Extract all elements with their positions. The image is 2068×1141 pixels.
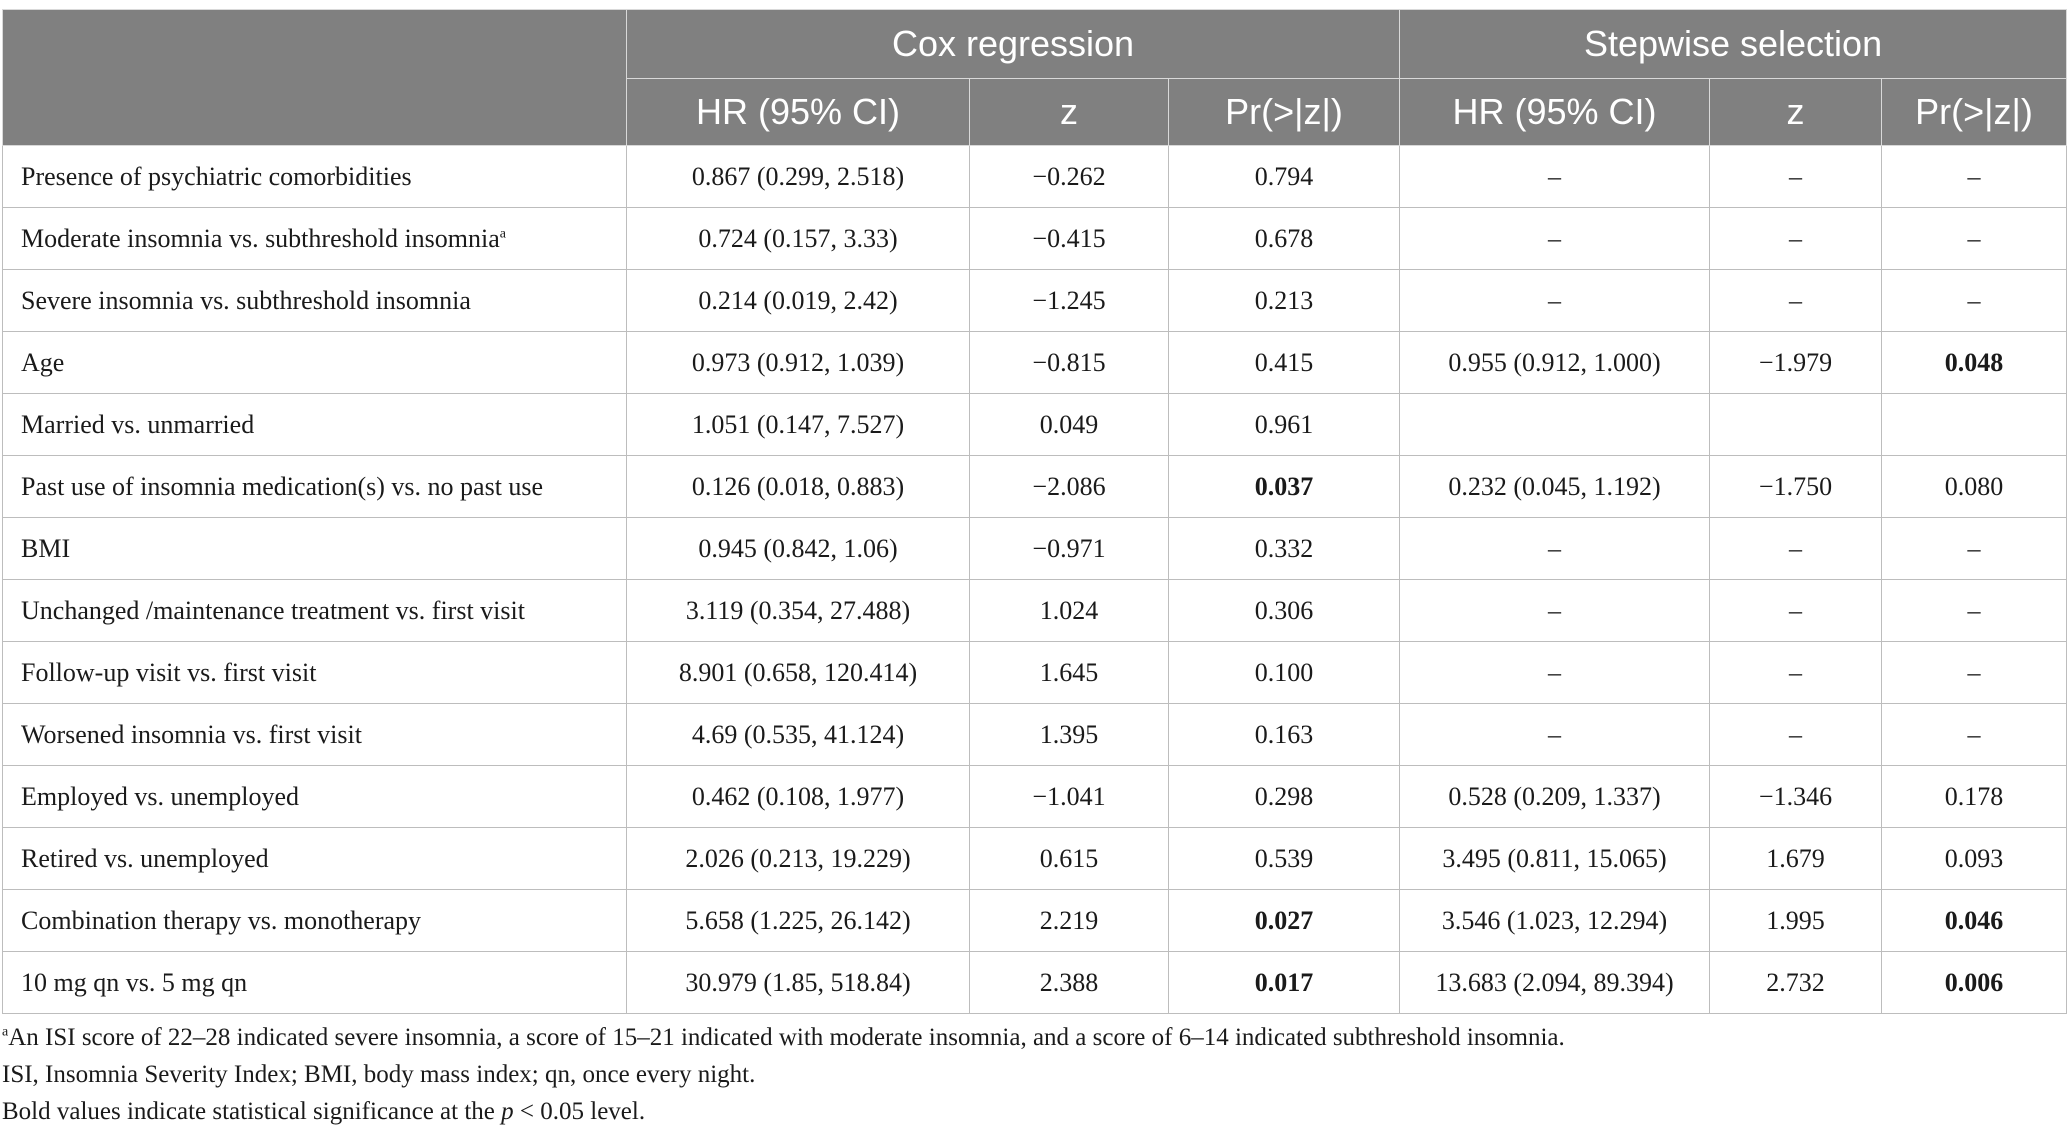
cell-cox-hr: 30.979 (1.85, 518.84) bbox=[627, 952, 970, 1014]
cell-step-z: 1.995 bbox=[1710, 890, 1882, 952]
table-row bbox=[3, 270, 2067, 332]
cell-cox-hr: 5.658 (1.225, 26.142) bbox=[627, 890, 970, 952]
cell-cox-hr: 4.69 (0.535, 41.124) bbox=[627, 704, 970, 766]
cell-cox-p: 0.332 bbox=[1169, 518, 1400, 580]
cell-cox-p: 0.539 bbox=[1169, 828, 1400, 890]
cell-step-p: – bbox=[1882, 580, 2067, 642]
cell-cox-hr: 0.973 (0.912, 1.039) bbox=[627, 332, 970, 394]
cell-step-hr: – bbox=[1400, 518, 1710, 580]
row-label bbox=[3, 270, 627, 332]
row-label bbox=[3, 642, 627, 704]
cell-step-p: – bbox=[1882, 270, 2067, 332]
row-label-text: Severe insomnia vs. subthreshold insomnia bbox=[21, 285, 471, 315]
row-label-text: BMI bbox=[21, 533, 71, 563]
cell-cox-p: 0.678 bbox=[1169, 208, 1400, 270]
cell-cox-z: −0.815 bbox=[970, 332, 1169, 394]
row-label-text: Follow-up visit vs. first visit bbox=[21, 657, 317, 687]
row-label bbox=[3, 766, 627, 828]
footnote-bold bbox=[2, 1093, 2062, 1130]
header-step-hr: HR (95% CI) bbox=[1400, 79, 1710, 146]
cell-cox-z: −0.415 bbox=[970, 208, 1169, 270]
footnote-a-marker: a bbox=[2, 1024, 9, 1040]
cell-cox-z: −1.041 bbox=[970, 766, 1169, 828]
cell-cox-hr: 0.724 (0.157, 3.33) bbox=[627, 208, 970, 270]
table-row bbox=[3, 518, 2067, 580]
cell-cox-p: 0.415 bbox=[1169, 332, 1400, 394]
row-label-text: Employed vs. unemployed bbox=[21, 781, 300, 811]
cell-step-hr: 0.528 (0.209, 1.337) bbox=[1400, 766, 1710, 828]
cell-step-z: – bbox=[1710, 580, 1882, 642]
table-body bbox=[3, 146, 2067, 1014]
row-label-text: Moderate insomnia vs. subthreshold insomnia bbox=[21, 223, 500, 253]
cell-cox-z: 1.645 bbox=[970, 642, 1169, 704]
cell-cox-p: 0.037 bbox=[1169, 456, 1400, 518]
table-row bbox=[3, 828, 2067, 890]
table-row bbox=[3, 642, 2067, 704]
cell-step-z: – bbox=[1710, 642, 1882, 704]
cell-cox-hr: 0.126 (0.018, 0.883) bbox=[627, 456, 970, 518]
row-label-text: 10 mg qn vs. 5 mg qn bbox=[21, 967, 248, 997]
cell-step-z: 1.679 bbox=[1710, 828, 1882, 890]
row-label-text: Combination therapy vs. monotherapy bbox=[21, 905, 422, 935]
header-cox-z: z bbox=[970, 79, 1169, 146]
cell-step-z: – bbox=[1710, 704, 1882, 766]
table-row bbox=[3, 766, 2067, 828]
cell-cox-hr: 2.026 (0.213, 19.229) bbox=[627, 828, 970, 890]
row-label bbox=[3, 332, 627, 394]
cell-cox-z: 0.049 bbox=[970, 394, 1169, 456]
table-row bbox=[3, 704, 2067, 766]
table-row bbox=[3, 890, 2067, 952]
cell-step-z: 2.732 bbox=[1710, 952, 1882, 1014]
cell-step-p: 0.178 bbox=[1882, 766, 2067, 828]
cell-step-hr: – bbox=[1400, 208, 1710, 270]
cell-step-hr bbox=[1400, 394, 1710, 456]
cell-cox-p: 0.100 bbox=[1169, 642, 1400, 704]
cell-cox-hr: 3.119 (0.354, 27.488) bbox=[627, 580, 970, 642]
row-label bbox=[3, 580, 627, 642]
results-table bbox=[2, 9, 2067, 1014]
cell-cox-p: 0.213 bbox=[1169, 270, 1400, 332]
cell-step-hr: – bbox=[1400, 642, 1710, 704]
cell-step-p: – bbox=[1882, 704, 2067, 766]
cell-cox-hr: 0.867 (0.299, 2.518) bbox=[627, 146, 970, 208]
header-step-p: Pr(>|z|) bbox=[1882, 79, 2067, 146]
cell-step-p: 0.080 bbox=[1882, 456, 2067, 518]
footnote-bold-suffix: < 0.05 level. bbox=[513, 1098, 646, 1125]
cell-cox-z: −0.262 bbox=[970, 146, 1169, 208]
cell-cox-p: 0.298 bbox=[1169, 766, 1400, 828]
footnote-abbreviations: ISI, Insomnia Severity Index; BMI, body mass index; qn, once every night. bbox=[2, 1061, 756, 1088]
cell-cox-z: 1.395 bbox=[970, 704, 1169, 766]
cell-step-p: 0.048 bbox=[1882, 332, 2067, 394]
cell-step-z bbox=[1710, 394, 1882, 456]
cell-step-p: – bbox=[1882, 642, 2067, 704]
cell-step-z: – bbox=[1710, 146, 1882, 208]
row-label bbox=[3, 952, 627, 1014]
cell-cox-z: −0.971 bbox=[970, 518, 1169, 580]
cell-step-hr: 0.955 (0.912, 1.000) bbox=[1400, 332, 1710, 394]
cell-cox-hr: 0.945 (0.842, 1.06) bbox=[627, 518, 970, 580]
cell-step-z: – bbox=[1710, 518, 1882, 580]
cell-cox-hr: 0.214 (0.019, 2.42) bbox=[627, 270, 970, 332]
row-label-text: Married vs. unmarried bbox=[21, 409, 255, 439]
header-empty-cell bbox=[3, 10, 627, 146]
table-row bbox=[3, 146, 2067, 208]
table-header bbox=[3, 10, 2067, 146]
cell-step-z: −1.750 bbox=[1710, 456, 1882, 518]
cell-step-p bbox=[1882, 394, 2067, 456]
cell-cox-z: 0.615 bbox=[970, 828, 1169, 890]
cell-step-p: – bbox=[1882, 146, 2067, 208]
row-label bbox=[3, 890, 627, 952]
header-cox-p: Pr(>|z|) bbox=[1169, 79, 1400, 146]
footnote-marker: a bbox=[499, 225, 506, 241]
table-row bbox=[3, 456, 2067, 518]
cell-step-z: −1.979 bbox=[1710, 332, 1882, 394]
cell-cox-p: 0.027 bbox=[1169, 890, 1400, 952]
row-label-text: Worsened insomnia vs. first visit bbox=[21, 719, 362, 749]
cell-cox-hr: 0.462 (0.108, 1.977) bbox=[627, 766, 970, 828]
cell-step-p: 0.006 bbox=[1882, 952, 2067, 1014]
cell-step-p: – bbox=[1882, 518, 2067, 580]
footnote-bold-prefix: Bold values indicate statistical significance at the bbox=[2, 1098, 502, 1125]
cell-step-hr: – bbox=[1400, 270, 1710, 332]
row-label bbox=[3, 208, 627, 270]
table-row bbox=[3, 208, 2067, 270]
row-label bbox=[3, 456, 627, 518]
row-label bbox=[3, 394, 627, 456]
table-row bbox=[3, 952, 2067, 1014]
footnote-bold-p: p bbox=[501, 1098, 514, 1125]
header-group-row bbox=[3, 10, 2067, 79]
cell-cox-z: −1.245 bbox=[970, 270, 1169, 332]
cell-cox-p: 0.017 bbox=[1169, 952, 1400, 1014]
cell-cox-z: 1.024 bbox=[970, 580, 1169, 642]
row-label-text: Past use of insomnia medication(s) vs. no past use bbox=[21, 471, 544, 501]
header-step-z: z bbox=[1710, 79, 1882, 146]
row-label-text: Unchanged /maintenance treatment vs. first visit bbox=[21, 595, 525, 625]
cell-step-hr: 0.232 (0.045, 1.192) bbox=[1400, 456, 1710, 518]
cell-cox-hr: 8.901 (0.658, 120.414) bbox=[627, 642, 970, 704]
table-row bbox=[3, 394, 2067, 456]
results-table-container bbox=[2, 9, 2066, 1014]
cell-cox-z: −2.086 bbox=[970, 456, 1169, 518]
cell-step-p: – bbox=[1882, 208, 2067, 270]
cell-cox-hr: 1.051 (0.147, 7.527) bbox=[627, 394, 970, 456]
cell-step-p: 0.093 bbox=[1882, 828, 2067, 890]
row-label-text: Presence of psychiatric comorbidities bbox=[21, 161, 412, 191]
row-label bbox=[3, 518, 627, 580]
cell-step-z: −1.346 bbox=[1710, 766, 1882, 828]
cell-step-hr: 3.495 (0.811, 15.065) bbox=[1400, 828, 1710, 890]
table-row bbox=[3, 332, 2067, 394]
cell-step-z: – bbox=[1710, 208, 1882, 270]
cell-step-z: – bbox=[1710, 270, 1882, 332]
cell-step-hr: – bbox=[1400, 580, 1710, 642]
cell-step-hr: 13.683 (2.094, 89.394) bbox=[1400, 952, 1710, 1014]
cell-step-p: 0.046 bbox=[1882, 890, 2067, 952]
cell-cox-z: 2.388 bbox=[970, 952, 1169, 1014]
cell-cox-p: 0.306 bbox=[1169, 580, 1400, 642]
row-label bbox=[3, 828, 627, 890]
row-label-text: Retired vs. unemployed bbox=[21, 843, 269, 873]
cell-cox-p: 0.163 bbox=[1169, 704, 1400, 766]
row-label bbox=[3, 704, 627, 766]
cell-cox-p: 0.961 bbox=[1169, 394, 1400, 456]
cell-step-hr: – bbox=[1400, 704, 1710, 766]
cell-step-hr: – bbox=[1400, 146, 1710, 208]
footnote-a-text: An ISI score of 22–28 indicated severe insomnia, a score of 15–21 indicated with moderate insomnia, and a score of 6–14 indicated subthreshold insomnia. bbox=[8, 1024, 1565, 1051]
footnote-a bbox=[2, 1019, 2062, 1056]
cell-cox-p: 0.794 bbox=[1169, 146, 1400, 208]
table-row bbox=[3, 580, 2067, 642]
table-footnotes bbox=[2, 1019, 2062, 1130]
header-stepwise-selection: Stepwise selection bbox=[1400, 10, 2067, 79]
cell-cox-z: 2.219 bbox=[970, 890, 1169, 952]
header-cox-regression: Cox regression bbox=[627, 10, 1400, 79]
cell-step-hr: 3.546 (1.023, 12.294) bbox=[1400, 890, 1710, 952]
row-label bbox=[3, 146, 627, 208]
header-cox-hr: HR (95% CI) bbox=[627, 79, 970, 146]
row-label-text: Age bbox=[21, 347, 65, 377]
